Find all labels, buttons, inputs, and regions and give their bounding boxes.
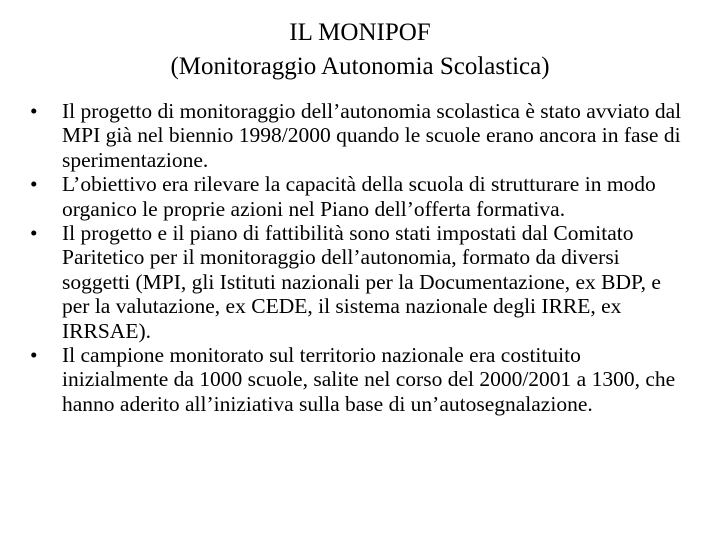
bullet-list — [28, 99, 688, 416]
bullet-dot-icon: • — [30, 343, 38, 368]
bullet-text: L’obiettivo era rilevare la capacità della scuola di strutturare in modo organico le proprie azioni nel Piano dell’offerta formativa. — [62, 172, 656, 221]
bullet-dot-icon: • — [30, 99, 38, 123]
bullet-item — [28, 99, 688, 172]
bullet-dot-icon: • — [30, 221, 38, 246]
bullet-item — [28, 172, 688, 221]
bullet-item — [28, 221, 688, 343]
bullet-dot-icon: • — [30, 172, 38, 197]
bullet-text: Il campione monitorato sul territorio nazionale era costituito inizialmente da 1000 scuole, salite nel corso del 2000/2001 a 1300, che hanno aderito all’iniziativa sulla base di un’autosegnalazione. — [62, 343, 676, 416]
bullet-text: Il progetto e il piano di fattibilità sono stati impostati dal Comitato Paritetico per il monitoraggio dell’autonomia, formato da diversi soggetti (MPI, gli Istituti nazionali per la Documentazione, ex BDP, e per la valutazione, ex CEDE, il sistema nazionale degli IRRE, ex IRRSAE). — [62, 221, 661, 343]
bullet-text: Il progetto di monitoraggio dell’autonomia scolastica è stato avviato dal MPI già nel biennio 1998/2000 quando le scuole erano ancora in fase di sperimentazione. — [62, 99, 682, 172]
title-line-subtitle: (Monitoraggio Autonomia Scolastica) — [170, 53, 550, 80]
bullet-item — [28, 343, 688, 416]
slide-title — [0, 16, 720, 84]
title-line-main: IL MONIPOF — [289, 19, 431, 46]
